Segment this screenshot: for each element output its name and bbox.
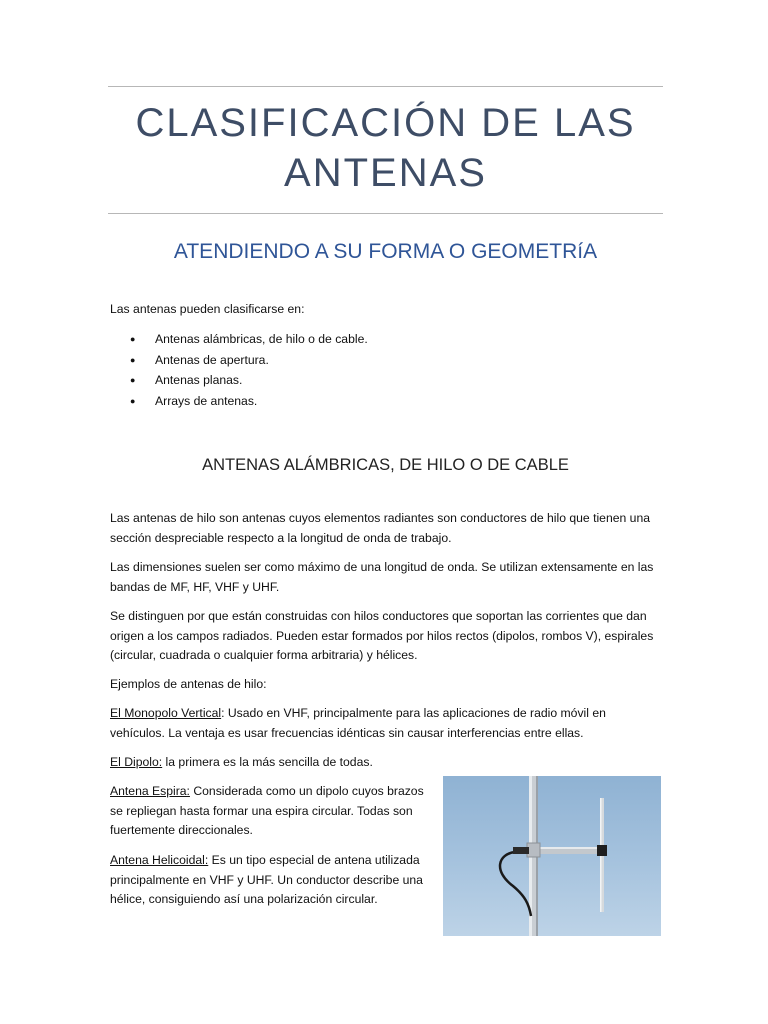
antenna-type-list [130, 329, 368, 411]
paragraph-examples-intro: Ejemplos de antenas de hilo: [110, 677, 267, 691]
document-subtitle: ATENDIENDO A SU FORMA O GEOMETRíA [173, 240, 598, 263]
example-term: Antena Espira: [110, 784, 190, 798]
list-item: ● Antenas alámbricas, de hilo o de cable. [130, 329, 368, 350]
example-helicoidal [110, 851, 430, 910]
example-term: El Monopolo Vertical [110, 706, 222, 720]
title-top-rule [108, 86, 663, 87]
example-monopolo [110, 704, 658, 743]
intro-text: Las antenas pueden clasificarse en: [110, 302, 305, 316]
list-item: ● Antenas de apertura. [130, 350, 368, 371]
example-espira [110, 782, 430, 841]
example-term: Antena Helicoidal: [110, 853, 209, 867]
dipole-antenna-photo [443, 776, 661, 936]
section-heading: ANTENAS ALÁMBRICAS, DE HILO O DE CABLE [202, 456, 569, 474]
example-text: : Usado en VHF, principalmente para las aplicaciones de radio móvil en vehículos. La ventaja es usar frecuencias idénticas sin causar interferencias entre ellas. [110, 706, 606, 740]
paragraph-construction: Se distinguen por que están construidas con hilos conductores que soportan las corrientes que dan origen a los campos radiados. Pueden estar formados por hilos rectos (dipolos, rombos V), espirales (circular, cuadrada o cualquier forma arbitraria) y hélices. [110, 609, 654, 662]
example-term: El Dipolo: [110, 755, 163, 769]
paragraph-wire-antennas: Las antenas de hilo son antenas cuyos elementos radiantes son conductores de hilo que tienen una sección despreciable respecto a la longitud de onda de trabajo. [110, 511, 651, 545]
list-item: ● Arrays de antenas. [130, 391, 368, 412]
example-text: Considerada como un dipolo cuyos brazos se repliegan hasta formar una espira circular. Todas son fuertemente direccionales. [110, 784, 424, 837]
document-title: CLASIFICACIÓN DE LAS ANTENAS [135, 101, 636, 195]
list-item: ● Antenas planas. [130, 370, 368, 391]
example-dipolo [110, 753, 658, 773]
paragraph-dimensions: Las dimensiones suelen ser como máximo de una longitud de onda. Se utilizan extensamente en las bandas de MF, HF, VHF y UHF. [110, 560, 654, 594]
example-text: la primera es la más sencilla de todas. [162, 755, 373, 769]
title-bottom-rule [108, 213, 663, 214]
example-text: Es un tipo especial de antena utilizada principalmente en VHF y UHF. Un conductor describe una hélice, consiguiendo así una polarización circular. [110, 853, 423, 906]
